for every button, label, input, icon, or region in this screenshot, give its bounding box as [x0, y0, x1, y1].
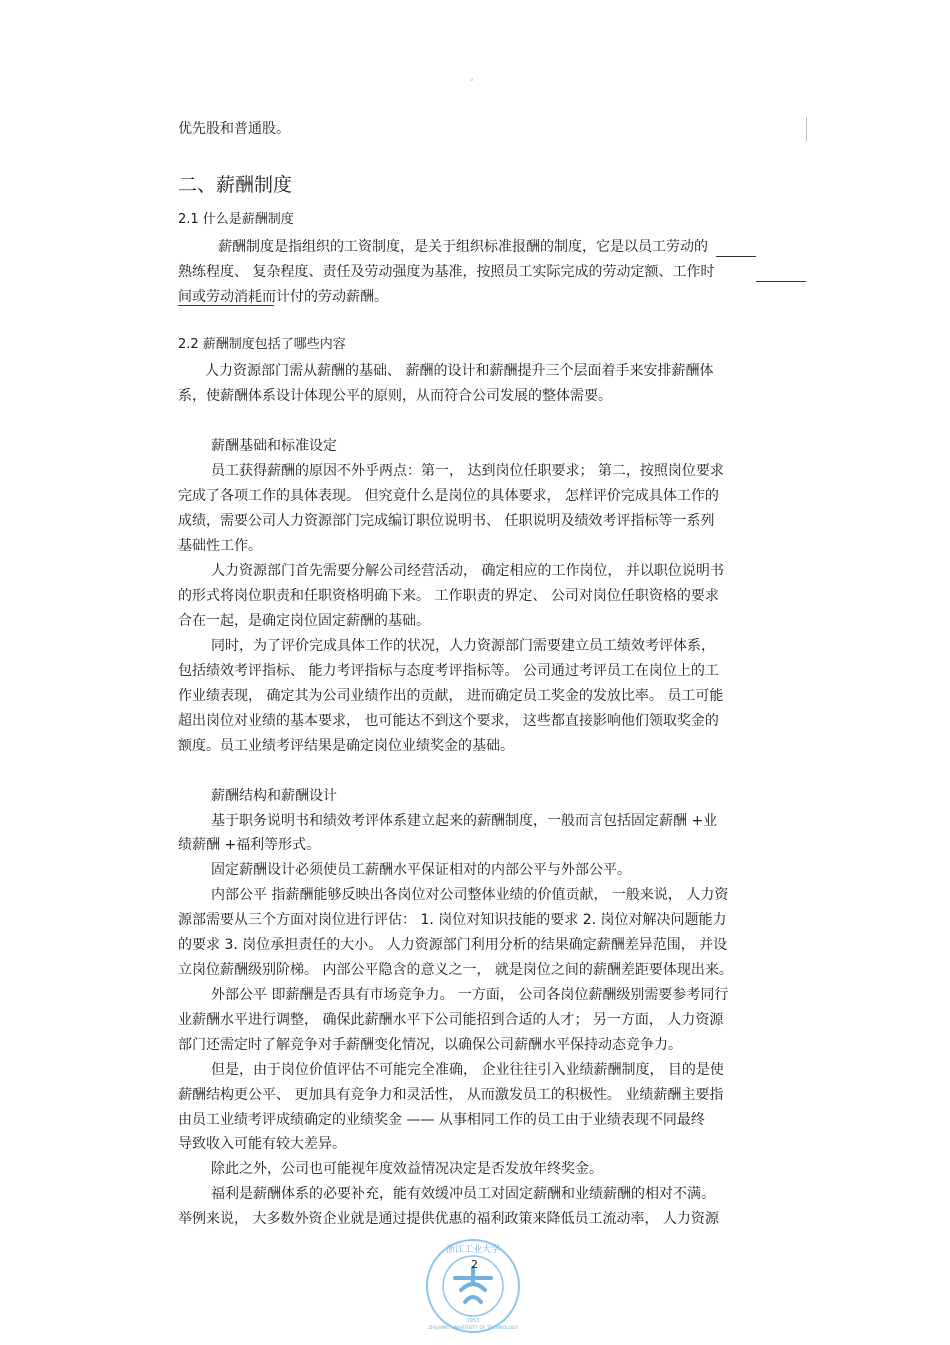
paragraph-line: 人力资源部门首先需要分解公司经营活动， 确定相应的工作岗位， 并以职位说明书: [211, 563, 724, 579]
top-line: 优先股和普通股。: [178, 121, 290, 137]
paragraph-line: 间或劳动消耗而计付的劳动薪酬。: [178, 289, 388, 305]
paragraph-line: 除此之外，公司也可能视年度效益情况决定是否发放年终奖金。: [211, 1161, 603, 1177]
paragraph-line: 超出岗位对业绩的基本要求， 也可能达不到这个要求， 这些都直接影响他们领取奖金的: [178, 713, 719, 729]
paragraph-line: 固定薪酬设计必须使员工薪酬水平保证相对的内部公平与外部公平。: [211, 862, 631, 878]
subheading: 薪酬结构和薪酬设计: [211, 788, 337, 804]
underline: [756, 281, 806, 282]
paragraph-line: 员工获得薪酬的原因不外乎两点：第一， 达到岗位任职要求； 第二，按照岗位要求: [211, 463, 724, 479]
paragraph-line: 完成了各项工作的具体表现。 但究竟什么是岗位的具体要求， 怎样评价完成具体工作的: [178, 488, 719, 504]
paragraph-line: 部门还需定时了解竞争对手薪酬变化情况，以确保公司薪酬水平保持动态竞争力。: [178, 1037, 682, 1053]
section-heading: 二、薪酬制度: [178, 174, 293, 196]
underline: [178, 305, 274, 306]
paragraph-line: 导致收入可能有较大差异。: [178, 1136, 346, 1152]
margin-line: [806, 117, 807, 141]
underline: [716, 256, 756, 257]
paragraph-line: 人力资源部门需从薪酬的基础、 薪酬的设计和薪酬提升三个层面着手来安排薪酬体: [205, 363, 714, 379]
paragraph-line: 的形式将岗位职责和任职资格明确下来。 工作职责的界定、 公司对岗位任职资格的要求: [178, 588, 719, 604]
section-2-2-title: 2.2 薪酬制度包括了哪些内容: [178, 337, 346, 352]
paragraph-line: 绩薪酬 +福利等形式。: [178, 837, 321, 853]
logo-text-top: 浙江工业大学: [445, 1245, 501, 1255]
header-mark: 。: [470, 73, 480, 83]
paragraph-line: 作业绩表现， 确定其为公司业绩作出的贡献， 进而确定员工奖金的发放比率。 员工可能: [178, 688, 724, 704]
subheading: 薪酬基础和标准设定: [211, 438, 337, 454]
paragraph-line: 额度。员工业绩考评结果是确定岗位业绩奖金的基础。: [178, 738, 514, 754]
paragraph-line: 内部公平 指薪酬能够反映出各岗位对公司整体业绩的价值贡献， 一般来说， 人力资: [211, 887, 729, 903]
university-logo: [425, 1238, 521, 1334]
paragraph-line: 成绩，需要公司人力资源部门完成编订职位说明书、 任职说明及绩效考评指标等一系列: [178, 513, 715, 529]
logo-text-bottom: ZHEJIANG UNIVERSITY OF TECHNOLOGY: [428, 1326, 518, 1331]
logo-year: 1953: [466, 1318, 480, 1324]
paragraph-line: 包括绩效考评指标、 能力考评指标与态度考评指标等。 公司通过考评员工在岗位上的工: [178, 663, 719, 679]
paragraph-line: 源部需要从三个方面对岗位进行评估： 1. 岗位对知识技能的要求 2. 岗位对解决问题能力: [178, 912, 727, 928]
section-2-1-title: 2.1 什么是薪酬制度: [178, 212, 294, 227]
paragraph-line: 福利是薪酬体系的必要补充，能有效缓冲员工对固定薪酬和业绩薪酬的相对不满。: [211, 1186, 715, 1202]
paragraph-line: 基于职务说明书和绩效考评体系建立起来的薪酬制度，一般而言包括固定薪酬 +业: [211, 813, 718, 829]
paragraph-line: 合在一起，是确定岗位固定薪酬的基础。: [178, 613, 430, 629]
paragraph-line: 举例来说， 大多数外资企业就是通过提供优惠的福利政策来降低员工流动率， 人力资源: [178, 1211, 719, 1227]
paragraph-line: 熟练程度、 复杂程度、责任及劳动强度为基准，按照员工实际完成的劳动定额、工作时: [178, 264, 715, 280]
paragraph-line: 同时，为了评价完成具体工作的状况，人力资源部门需要建立员工绩效考评体系，: [211, 638, 715, 654]
paragraph-line: 由员工业绩考评成绩确定的业绩奖金 —— 从事相同工作的员工由于业绩表现不同最终: [178, 1112, 705, 1128]
paragraph-line: 但是，由于岗位价值评估不可能完全准确， 企业往往引入业绩薪酬制度， 目的是使: [211, 1062, 724, 1078]
paragraph-line: 的要求 3. 岗位承担责任的大小。 人力资源部门利用分析的结果确定薪酬差异范围， 并设: [178, 937, 728, 953]
paragraph-line: 基础性工作。: [178, 538, 262, 554]
paragraph-line: 立岗位薪酬级别阶梯。 内部公平隐含的意义之一， 就是岗位之间的薪酬差距要体现出来。: [178, 962, 733, 978]
paragraph-line: 外部公平 即薪酬是否具有市场竞争力。 一方面， 公司各岗位薪酬级别需要参考同行: [211, 987, 729, 1003]
paragraph-line: 薪酬结构更公平、 更加具有竞争力和灵活性， 从而激发员工的积极性。 业绩薪酬主要指: [178, 1087, 724, 1103]
page-number: 2: [471, 1258, 478, 1271]
paragraph-line: 业薪酬水平进行调整， 确保此薪酬水平下公司能招到合适的人才； 另一方面， 人力资源: [178, 1012, 724, 1028]
paragraph-line: 薪酬制度是指组织的工资制度，是关于组织标准报酬的制度，它是以员工劳动的: [218, 239, 708, 255]
paragraph-line: 系，使薪酬体系设计体现公平的原则，从而符合公司发展的整体需要。: [178, 388, 612, 404]
